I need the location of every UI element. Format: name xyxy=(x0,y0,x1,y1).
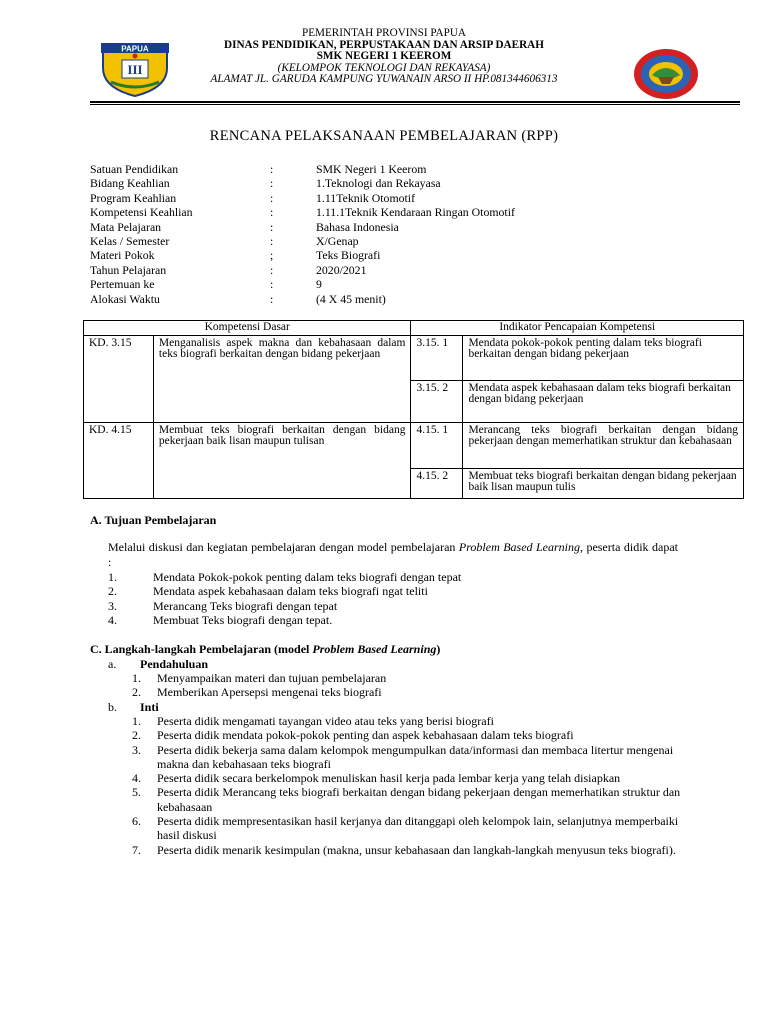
indicator-code: 3.15. 2 xyxy=(411,380,463,422)
identity-label: Bidang Keahlian xyxy=(90,176,170,191)
identity-value: SMK Negeri 1 Keerom xyxy=(316,162,427,176)
section-a-intro xyxy=(108,540,678,569)
letterhead-line-1: PEMERINTAH PROVINSI PAPUA xyxy=(301,27,467,39)
section-a-heading: A. Tujuan Pembelajaran xyxy=(90,513,217,527)
indicator-text: Membuat teks biografi berkaitan dengan bidang pekerjaan baik lisan maupun tulis xyxy=(463,468,744,498)
table-row xyxy=(84,422,744,468)
letterhead-line-3: SMK NEGERI 1 KEEROM xyxy=(316,50,452,62)
intro-model: Problem Based Learning xyxy=(458,540,580,554)
list-item-text: Membuat Teks biografi dengan tepat. xyxy=(153,612,333,627)
subsection-inti xyxy=(108,700,159,715)
list-item-number: 7. xyxy=(132,842,141,857)
subsection-letter: a. xyxy=(108,657,117,671)
identity-value: 1.11.1Teknik Kendaraan Ringan Otomotif xyxy=(316,205,515,220)
list-item-text: Peserta didik secara berkelompok menuliskan hasil kerja pada lembar kerja yang telah disiapkan xyxy=(157,771,621,786)
list-item-text: Merancang Teks biografi dengan tepat xyxy=(153,598,338,613)
identity-separator: : xyxy=(270,176,274,191)
identity-label: Materi Pokok xyxy=(90,248,155,263)
letterhead xyxy=(0,28,768,86)
identity-value: Bahasa Indonesia xyxy=(316,219,399,234)
list-item-text: Menyampaikan materi dan tujuan pembelajaran xyxy=(157,671,387,685)
list-item xyxy=(132,728,692,742)
identity-separator: : xyxy=(270,205,274,220)
identity-label: Program Keahlian xyxy=(90,190,177,205)
list-item-number: 5. xyxy=(132,785,141,800)
heading-text: C. Langkah-langkah Pembelajaran (model xyxy=(90,642,313,656)
document-title: RENCANA PELAKSANAAN PEMBELAJARAN (RPP) xyxy=(209,128,559,144)
subsection-pendahuluan xyxy=(108,657,208,672)
letterhead-rule-thin xyxy=(90,104,740,105)
indicator-text: Merancang teks biografi berkaitan dengan bidang pekerjaan dengan memerhatikan struktur dan kebahasaan xyxy=(463,422,744,468)
identity-value: 1.11Teknik Otomotif xyxy=(316,190,416,205)
identity-separator: : xyxy=(270,234,274,248)
identity-separator: : xyxy=(270,162,274,176)
logo-left-text: PAPUA xyxy=(121,44,149,54)
list-item xyxy=(132,785,692,814)
identity-value: (4 X 45 menit) xyxy=(316,291,386,306)
list-item-text: Peserta didik mengamati tayangan video atau teks yang berisi biografi xyxy=(157,714,494,728)
list-item-number: 1. xyxy=(132,671,141,685)
inti-list xyxy=(132,714,692,857)
kd-code: KD. 3.15 xyxy=(84,335,154,422)
identity-label: Kompetensi Keahlian xyxy=(90,205,193,220)
intro-text-end: , peserta didik dapat : xyxy=(108,540,678,569)
pendahuluan-list xyxy=(132,671,692,700)
list-item-number: 3. xyxy=(132,742,141,757)
identity-separator: : xyxy=(270,262,274,277)
identity-label: Mata Pelajaran xyxy=(90,219,162,234)
identity-label: Pertemuan ke xyxy=(90,277,155,292)
list-item xyxy=(132,814,692,843)
list-item-text: Mendata Pokok-pokok penting dalam teks biografi dengan tepat xyxy=(153,570,462,584)
list-item xyxy=(132,771,692,785)
identity-label: Alokasi Waktu xyxy=(90,291,160,306)
list-item-text: Peserta didik mempresentasikan hasil kerjanya dan ditanggapi oleh kelompok lain, selanjutnya memperbaiki hasil diskusi xyxy=(157,814,679,843)
identity-separator: : xyxy=(270,291,274,306)
list-item-number: 3. xyxy=(108,598,117,613)
list-item-text: Memberikan Apersepsi mengenai teks biografi xyxy=(157,685,382,700)
identity-separator: ; xyxy=(270,248,274,263)
letterhead-line-2: DINAS PENDIDIKAN, PERPUSTAKAAN DAN ARSIP DAERAH xyxy=(224,38,544,51)
identity-value: 1.Teknologi dan Rekayasa xyxy=(316,176,441,191)
heading-text-end: ) xyxy=(436,642,441,656)
identity-separator: : xyxy=(270,190,274,205)
list-item xyxy=(132,843,692,857)
section-c-heading xyxy=(90,642,440,657)
header-indikator: Indikator Pencapaian Kompetensi xyxy=(411,321,744,336)
list-item xyxy=(132,714,692,728)
list-item-number: 1. xyxy=(108,570,117,584)
identity-label: Satuan Pendidikan xyxy=(90,162,179,176)
list-item-number: 1. xyxy=(132,714,141,728)
identity-separator: : xyxy=(270,277,274,292)
subsection-letter: b. xyxy=(108,700,117,714)
indicator-code: 4.15. 2 xyxy=(411,468,463,498)
indicator-code: 3.15. 1 xyxy=(411,335,463,380)
letterhead-rule-thick xyxy=(90,101,740,103)
identity-separator: : xyxy=(270,219,274,234)
competency-table xyxy=(83,320,744,499)
list-item xyxy=(132,671,692,685)
logo-left-numeral: III xyxy=(127,62,143,77)
indicator-text: Mendata aspek kebahasaan dalam teks biografi berkaitan dengan bidang pekerjaan xyxy=(463,380,744,422)
letterhead-line-5: ALAMAT JL. GARUDA KAMPUNG YUWANAIN ARSO II HP.081344606313 xyxy=(210,73,558,85)
identity-value: Teks Biografi xyxy=(316,248,381,263)
identity-label: Kelas / Semester xyxy=(90,234,170,248)
intro-text: Melalui diskusi dan kegiatan pembelajaran dengan model pembelajaran xyxy=(108,540,459,554)
kd-text: Membuat teks biografi berkaitan dengan bidang pekerjaan baik lisan maupun tulisan xyxy=(153,422,411,498)
list-item-number: 2. xyxy=(108,584,117,599)
header-kompetensi-dasar: Kompetensi Dasar xyxy=(84,321,411,336)
table-header-row xyxy=(84,321,744,336)
identity-value: 9 xyxy=(316,277,322,292)
identity-label: Tahun Pelajaran xyxy=(90,262,167,277)
list-item-number: 4. xyxy=(108,612,117,627)
list-item-number: 2. xyxy=(132,728,141,743)
list-item-number: 2. xyxy=(132,685,141,700)
list-item-text: Peserta didik mendata pokok-pokok penting dan aspek kebahasaan dalam teks biografi xyxy=(157,728,574,743)
identity-value: X/Genap xyxy=(316,234,359,248)
kd-text: Menganalisis aspek makna dan kebahasaan dalam teks biografi berkaitan dengan bidang pekerjaan xyxy=(153,335,411,422)
subsection-title: Pendahuluan xyxy=(140,657,209,671)
table-row xyxy=(84,335,744,380)
list-item xyxy=(132,743,692,772)
list-item xyxy=(132,685,692,699)
identity-value: 2020/2021 xyxy=(316,262,367,277)
kd-code: KD. 4.15 xyxy=(84,422,154,498)
subsection-title: Inti xyxy=(140,700,159,714)
list-item-text: Peserta didik bekerja sama dalam kelompok mengumpulkan data/informasi dan membaca litertur mengenai makna dan kebahasaan teks biografi xyxy=(157,742,674,771)
list-item-text: Mendata aspek kebahasaan dalam teks biografi ngat teliti xyxy=(153,584,428,599)
indicator-text: Mendata pokok-pokok penting dalam teks biografi berkaitan dengan bidang pekerjaan xyxy=(463,335,744,380)
list-item-number: 6. xyxy=(132,814,141,829)
list-item-number: 4. xyxy=(132,771,141,786)
heading-model: Problem Based Learning xyxy=(312,642,437,656)
indicator-code: 4.15. 1 xyxy=(411,422,463,468)
letterhead-line-4: (KELOMPOK TEKNOLOGI DAN REKAYASA) xyxy=(277,61,491,74)
list-item-text: Peserta didik menarik kesimpulan (makna, unsur kebahasaan dan langkah-langkah menyusun teks biografi). xyxy=(157,842,676,857)
list-item-text: Peserta didik Merancang teks biografi berkaitan dengan bidang pekerjaan dengan memerhatikan struktur dan kebahasaan xyxy=(157,785,681,814)
